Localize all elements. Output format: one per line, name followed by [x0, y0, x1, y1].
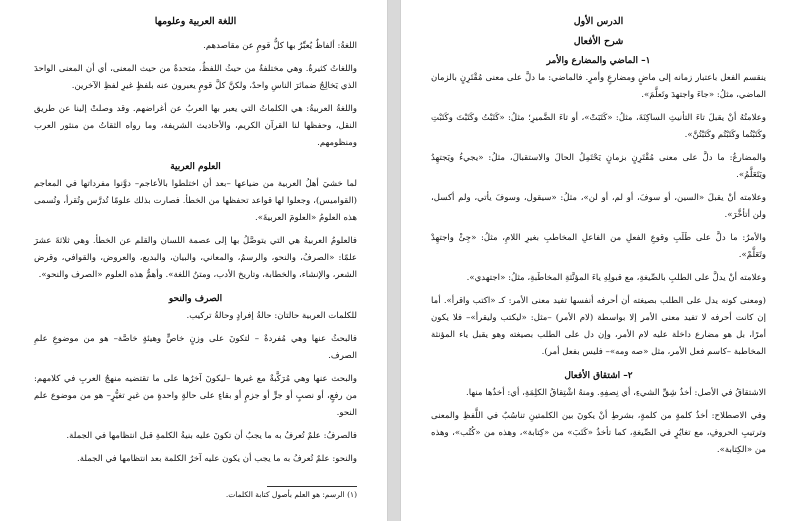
- left-page: [0, 0, 388, 521]
- paragraph: والبحث عنها وهي مُرَكَّبةٌ مع غيرها –ليكونَ آخرُها على ما تقتضيه منهجُ العربِ في كلامهم: من رفعٍ، أو نصبٍ أو جرٍّ أو جزمٍ أو بقاءٍ على حالةٍ واحدةٍ من غيرِ تغيُّرٍ– هو من موضوع علم النحو.: [34, 374, 357, 418]
- paragraph: واللغةُ العربيةُ: هي الكلماتُ التي يعبر بها العربُ عن أغراضهم. وقد وصلتْ إلينا عن طريق النقل، وحفظها لنا القرآن الكريم، والأحاديث الشريفة، وما رواه الثقاتُ من منثور العرب ومنظومهم.: [34, 104, 357, 148]
- section-heading: ١– الماضي والمضارع والأمر: [546, 56, 651, 66]
- paragraph: لما خشيَ أهلُ العربية من ضياعها –بعد أن اختلطوا بالأعاجم– دوَّنوا مفرداتها في المعاجم (القواميس)، وجعلوا لها قواعد تحفظها من الخطأ. فصارت بذلك علومًا تُدرَّس وتُقرأ، وتُسمى هذه العلومُ «العلومَ العربيةَ».: [34, 179, 357, 223]
- paragraph: للكلمات العربية حالتان: حالةُ إفرادٍ وحالةُ تركيب.: [186, 311, 357, 321]
- paragraph: فالصرفُ: علمٌ تُعرفُ به ما يجبُ أن تكونَ عليه بنيةُ الكلمةِ قبل انتظامها في الجملة.: [66, 431, 357, 441]
- paragraph: الاشتقاقُ في الأصل: أخذُ شِقِّ الشيءِ، أي نِصفِهِ. ومنهُ اشْتِقاقُ الكلِمَةِ، أي: أخذُها منها.: [466, 388, 766, 398]
- paragraph: والنحو: علمٌ تُعرفُ به ما يجب أن يكون عليه آخرُ الكلمة بعد انتظامها في الجملة.: [77, 454, 357, 464]
- page-title: اللغة العربية وعلومها: [154, 16, 237, 27]
- paragraph: (ومعنى كونه يدل على الطلب بصيغته أن أحرفه أنفسها تفيد معنى الأمر: كـ «اكتب واقرأ». أما إن كانت أحرفه لا تفيد معنى الأمر إلا بواسطة (لام الأمر) –مثل: «ليكتب وليقرأ»– فلا يكون أمرًا، بل هو مضارع داخلة عليه لام الأمر، وإن دل على الطلب بصيغته وهو يقبل ياء المؤنثة المخاطبة –كاسم فعل الأمر، مثل «صه ومه»– فليس بفعل أمر).: [431, 296, 766, 357]
- paragraph: فالعلومُ العربيةُ هي التي يتوصَّلُ بها إلى عصمة اللسان والقلم عن الخطأ. وهي ثلاثةَ عشرَ علمًا: «الصرفُ، والنحو، والرسمُ، والمعاني، والبيان، والبديع، والعروض، والقوافي، وقرض الشعر، والإنشاء، والخطابة، وتاريخ الأدب، ومتنُ اللغة». وأهمُّ هذه العلوم «الصرف والنحو».: [34, 236, 357, 280]
- paragraph: وفي الاصطلاح: أخذُ كلمةٍ من كلمةٍ، بشرطِ أنْ يكونَ بين الكلمتينِ تناسُبٌ في اللَّفظِ والمعنى وترتيبِ الحروفِ، مع تغايُرٍ في الصِّيغةِ، كما تأخذُ «كَتَبَ» من «كِتابة»، وهذه من «كُتُب»، وهذه من «الكِتابة».: [431, 411, 766, 455]
- section-heading: العلوم العربية: [170, 162, 221, 172]
- paragraph: اللغةُ: ألفاظٌ يُعبِّرُ بها كلُّ قومٍ عن مقاصدهم.: [203, 41, 357, 51]
- page-gap: [388, 0, 400, 521]
- lesson-subtitle: شرح الأفعال: [573, 36, 624, 47]
- paragraph: ينقسم الفعل باعتبار زمانه إلى ماضٍ ومضارعٍ وأمرٍ. فالماضي: ما دلَّ على معنى مُقْتَرِنٍ بالزمان الماضي، مثلُ: «جاءَ واجتهدَ وتَعلَّمَ».: [431, 73, 766, 100]
- lesson-title: الدرس الأول: [573, 16, 624, 27]
- section-heading: ٢– اشتقاق الأفعال: [564, 371, 633, 381]
- right-page: [400, 0, 800, 521]
- paragraph: وعلامتُهُ أنْ يقبلَ تاءَ التأنيثِ الساكِنَةَ، مثلُ: «كَتَبَتْ»، أو تاءَ الضَّميرِ؛ مثلُ: «كَتَبْتُ وكَتَبْتَ وكَتَبْتِ وكَتَبْتُما وكَتَبْتُم وكَتَبْتُنَّ».: [431, 113, 766, 140]
- footnote: (١) الرسم: هو العلم بأصول كتابة الكلمات.: [225, 490, 357, 499]
- paragraph: واللغاتُ كثيرةٌ. وهي مختلفةٌ من حيثُ اللفظُ، متحدةٌ من حيث المعنى، أي أن المعنى الواحدَ الذي يَخالِجُ ضمائرَ الناسِ واحدٌ، ولكنَّ كلَّ قومٍ يعبرون عنه بلفظٍ غيرِ لفظِ الآخرين.: [34, 64, 357, 91]
- paragraph: والمضارعُ: ما دلَّ على معنى مُقْتَرِنٍ بزمانٍ يَحْتَمِلُ الحالَ والاستقبالَ، مثلُ: «يجيءُ ويَجتهِدُ ويَتَعَلَّمُ».: [431, 153, 766, 180]
- paragraph: والأمرُ: ما دلَّ على طَلَبِ وقوعِ الفعلِ من الفاعلِ المخاطبِ بغيرِ اللامِ، مثلُ: «جِئْ واجتهِدْ وتَعَلَّمْ».: [431, 233, 766, 260]
- section-heading: الصرف والنحو: [168, 294, 223, 304]
- paragraph: وعلامته أنْ يقبلَ «السين، أو سوفَ، أو لم، أو لن»، مثلُ: «سيقول، وسوفَ يأتي، ولم أكسل، ولن أتأخَّرَ».: [431, 193, 766, 220]
- paragraph: فالبحثُ عنها وهي مُفردةٌ – لتكونَ على وزنٍ خاصٍّ وهيئةٍ خاصَّة– هو من موضوعِ علمِ الصرف.: [34, 334, 357, 361]
- footnote-separator: [267, 486, 357, 487]
- paragraph: وعلامته أنْ يدلَّ على الطلبِ بالصِّيغةِ، مع قبولِهِ ياءَ المؤنَّثةِ المخاطَبةِ، مثلُ: «اجتهدي».: [466, 273, 766, 283]
